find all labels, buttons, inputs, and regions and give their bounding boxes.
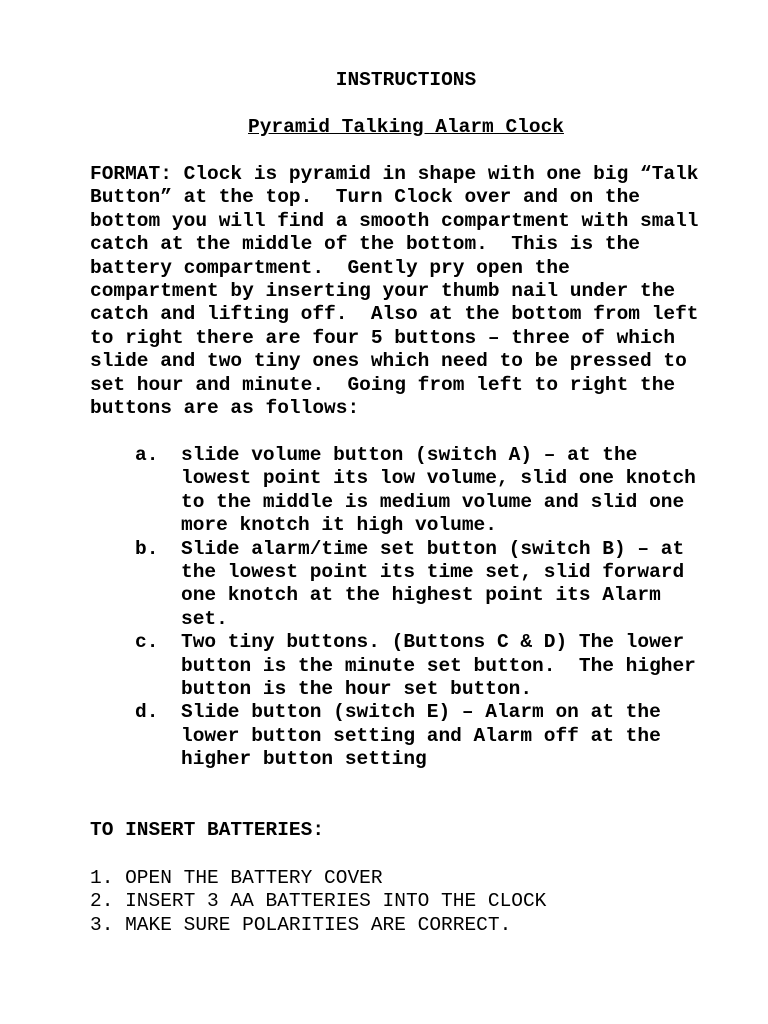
battery-step: 1. OPEN THE BATTERY COVER — [90, 867, 383, 889]
battery-step: 3. MAKE SURE POLARITIES ARE CORRECT. — [90, 913, 512, 936]
battery-steps-list — [90, 867, 546, 937]
buttons-list — [135, 444, 725, 772]
list-item-text: Slide button (switch E) – Alarm on at the lower button setting and Alarm off at the higher button setting — [181, 701, 661, 771]
list-marker: b. — [135, 537, 159, 560]
format-paragraph: FORMAT: Clock is pyramid in shape with one big “Talk Button” at the top. Turn Clock over and on the bottom you will find a smooth compartment with small catch at the middle of the bottom. This is the battery compartment. Gently pry open the compartment by inserting your thumb nail under the catch and lifting off. Also at the bottom from left to right there are four 5 buttons – three of which slide and two tiny ones which need to be pressed to set hour and minute. Going from left to right the buttons are as follows: — [90, 163, 699, 420]
list-marker: c. — [135, 631, 159, 654]
list-item — [135, 631, 725, 701]
document-subtitle: Pyramid Talking Alarm Clock — [248, 116, 564, 138]
list-item — [135, 444, 725, 538]
battery-step: 2. INSERT 3 AA BATTERIES INTO THE CLOCK — [90, 890, 547, 913]
document-title: INSTRUCTIONS — [335, 69, 477, 91]
list-item-text: Two tiny buttons. (Buttons C & D) The lower button is the minute set button. The higher button is the hour set button. — [181, 631, 696, 701]
list-marker: d. — [135, 701, 159, 724]
list-marker: a. — [135, 444, 159, 466]
list-item — [135, 538, 725, 632]
list-item-text: Slide alarm/time set button (switch B) – at the lowest point its time set, slid forward one knotch at the highest point its Alarm set. — [181, 537, 685, 630]
list-item-text: slide volume button (switch A) – at the lowest point its low volume, slid one knotch to the middle is medium volume and slid one more knotch it high volume. — [181, 444, 696, 537]
batteries-heading: TO INSERT BATTERIES: — [90, 819, 325, 841]
list-item — [135, 701, 725, 771]
